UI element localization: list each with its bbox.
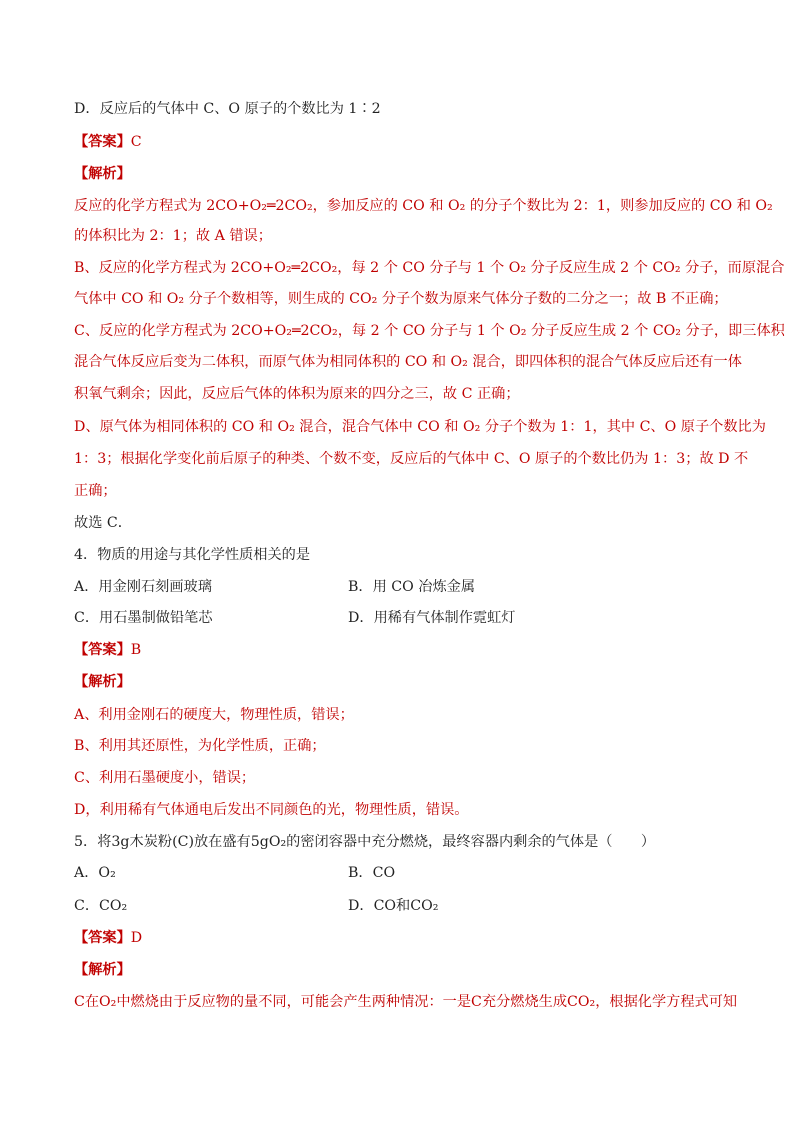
answer-value: C <box>130 134 142 150</box>
q5-answer <box>74 929 142 947</box>
q3-analysis-line: 正确； <box>74 483 117 499</box>
q4-options-row-2 <box>74 609 722 627</box>
answer-label: 【答案】 <box>74 134 131 150</box>
q4-options-row-1 <box>74 578 722 596</box>
answer-label: 【答案】 <box>74 930 131 946</box>
q4-option-d: D．用稀有气体制作霓虹灯 <box>348 610 516 626</box>
q4-analysis-line: D，利用稀有气体通电后发出不同颜色的光，物理性质，错误。 <box>74 802 469 818</box>
q4-stem: 4．物质的用途与其化学性质相关的是 <box>74 547 311 563</box>
q4-option-b: B．用 CO 冶炼金属 <box>348 579 476 595</box>
q3-option-d: D．反应后的气体中 C、O 原子的个数比为 1∶2 <box>74 101 381 117</box>
q3-analysis-line: 积氧气剩余；因此，反应后气体的体积为原来的四分之三，故 C 正确； <box>74 386 520 402</box>
answer-value: B <box>130 642 142 658</box>
q3-analysis-line: B、反应的化学方程式为 2CO+O₂═2CO₂，每 2 个 CO 分子与 1 个 O₂ 分子反应生成 2 个 CO₂ 分子，而原混合 <box>74 260 785 276</box>
q5-option-b: B．CO <box>348 865 396 881</box>
q4-analysis-line: B、利用其还原性，为化学性质，正确； <box>74 738 326 754</box>
q3-analysis-line: C、反应的化学方程式为 2CO+O₂═2CO₂，每 2 个 CO 分子与 1 个 O₂ 分子反应生成 2 个 CO₂ 分子，即三体积 <box>74 323 785 339</box>
q5-options-row-2 <box>74 897 722 915</box>
q5-option-c: C．CO₂ <box>74 898 128 914</box>
q5-options-row-1 <box>74 864 722 882</box>
q4-analysis-line: A、利用金刚石的硬度大，物理性质，错误； <box>74 707 354 723</box>
q3-analysis-line: 反应的化学方程式为 2CO+O₂═2CO₂，参加反应的 CO 和 O₂ 的分子个数比为 2：1，则参加反应的 CO 和 O₂ <box>74 198 773 214</box>
q4-analysis-label: 【解析】 <box>74 674 131 690</box>
q3-conclusion: 故选 C． <box>74 515 132 531</box>
q4-option-c: C．用石墨制做铅笔芯 <box>74 610 213 626</box>
answer-label: 【答案】 <box>74 642 131 658</box>
q4-option-a: A．用金刚石刻画玻璃 <box>74 579 212 595</box>
answer-value: D <box>130 930 143 946</box>
q5-stem: 5．将3g木炭粉(C)放在盛有5gO₂的密闭容器中充分燃烧，最终容器内剩余的气体是（ ） <box>74 834 656 850</box>
q3-analysis-line: 1：3；根据化学变化前后原子的种类、个数不变，反应后的气体中 C、O 原子的个数比仍为 1：3；故 D 不 <box>74 451 749 467</box>
q5-analysis-label: 【解析】 <box>74 962 131 978</box>
q5-option-a: A．O₂ <box>74 865 116 881</box>
q3-analysis-line: 混合气体反应后变为二体积，而原气体为相同体积的 CO 和 O₂ 混合，即四体积的混合气体反应后还有一体 <box>74 354 742 370</box>
q3-analysis-line: 气体中 CO 和 O₂ 分子个数相等，则生成的 CO₂ 分子个数为原来气体分子数的二分之一；故 B 不正确； <box>74 291 728 307</box>
q3-answer <box>74 133 142 151</box>
q5-option-d: D．CO和CO₂ <box>348 898 439 914</box>
q3-analysis-line: 的体积比为 2：1；故 A 错误； <box>74 228 272 244</box>
q3-analysis-label: 【解析】 <box>74 166 131 182</box>
q4-analysis-line: C、利用石墨硬度小，错误； <box>74 770 256 786</box>
q4-answer <box>74 641 141 659</box>
q3-analysis-line: D、原气体为相同体积的 CO 和 O₂ 混合，混合气体中 CO 和 O₂ 分子个数为 1：1，其中 C、O 原子个数比为 <box>74 419 766 435</box>
q5-analysis-line: C在O₂中燃烧由于反应物的量不同，可能会产生两种情况：一是C充分燃烧生成CO₂，根据化学方程式可知 <box>74 994 738 1010</box>
